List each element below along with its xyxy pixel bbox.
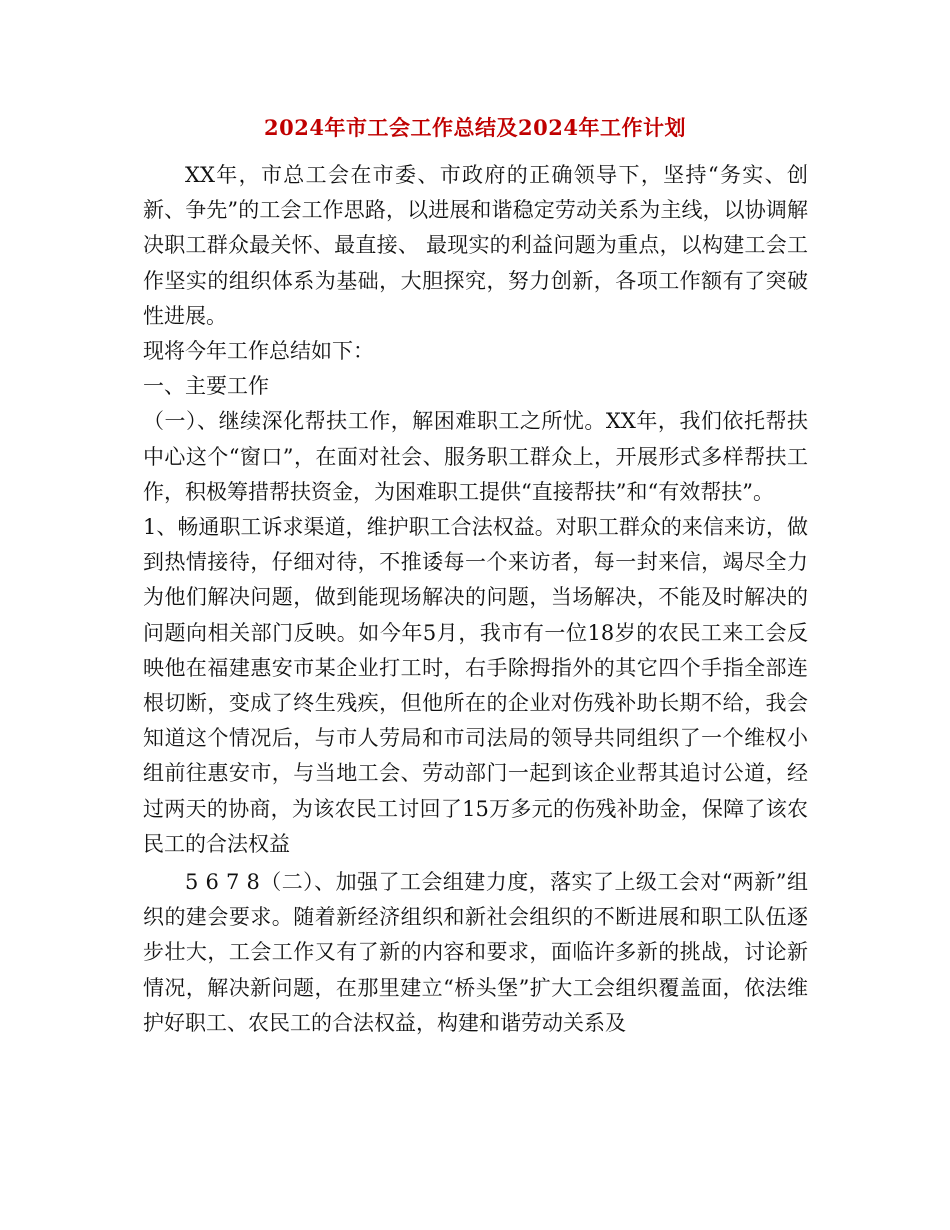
item-paragraph-1: 1、畅通职工诉求渠道，维护职工合法权益。对职工群众的来信来访，做到热情接待，仔细对待，不推诿每一个来访者，每一封来信，竭尽全力为他们解决问题，做到能现场解决的问题，当场解决，不能及时解决的问题向相关部门反映。如今年5月，我市有一位18岁的农民工来工会反映他在福建惠安市某企业打工时，右手除拇指外的其它四个手指全部连根切断，变成了终生残疾，但他所在的企业对伤残补助长期不给，我会知道这个情况后，与市人劳局和市司法局的领导共同组织了一个维权小组前往惠安市，与当地工会、劳动部门一起到该企业帮其追讨公道，经过两天的协商，为该农民工讨回了15万多元的伤残补助金，保障了该农民工的合法权益 <box>143 515 808 856</box>
document-title: 2024年市工会工作总结及2024年工作计划 <box>264 115 686 140</box>
summary-lead-paragraph: 现将今年工作总结如下： <box>143 339 374 364</box>
subsection-paragraph-1: （一）、继续深化帮扶工作，解困难职工之所忧。XX年，我们依托帮扶中心这个“窗口”，在面对社会、服务职工群众上，开展形式多样帮扶工作，积极筹措帮扶资金，为困难职工提供“直接帮扶”和“有效帮扶”。 <box>143 409 808 504</box>
document-body <box>143 158 808 1041</box>
subsection-paragraph-2: 5 6 7 8（二）、加强了工会组建力度，落实了上级工会对“两新”组织的建会要求。随着新经济组织和新社会组织的不断进展和职工队伍逐步壮大，工会工作又有了新的内容和要求，面临许多新的挑战，讨论新情况，解决新问题，在那里建立“桥头堡”扩大工会组织覆盖面，依法维护好职工、农民工的合法权益，构建和谐劳动关系及 <box>143 870 808 1035</box>
intro-paragraph: XX年，市总工会在市委、市政府的正确领导下，坚持“务实、创新、争先”的工会工作思路，以进展和谐稳定劳动关系为主线，以协调解决职工群众最关怀、最直接、 最现实的利益问题为重点，以构建工会工作坚实的组织体系为基础，大胆探究，努力创新，各项工作额有了突破性进展。 <box>143 163 808 328</box>
section-heading-main-work: 一、主要工作 <box>143 374 269 399</box>
